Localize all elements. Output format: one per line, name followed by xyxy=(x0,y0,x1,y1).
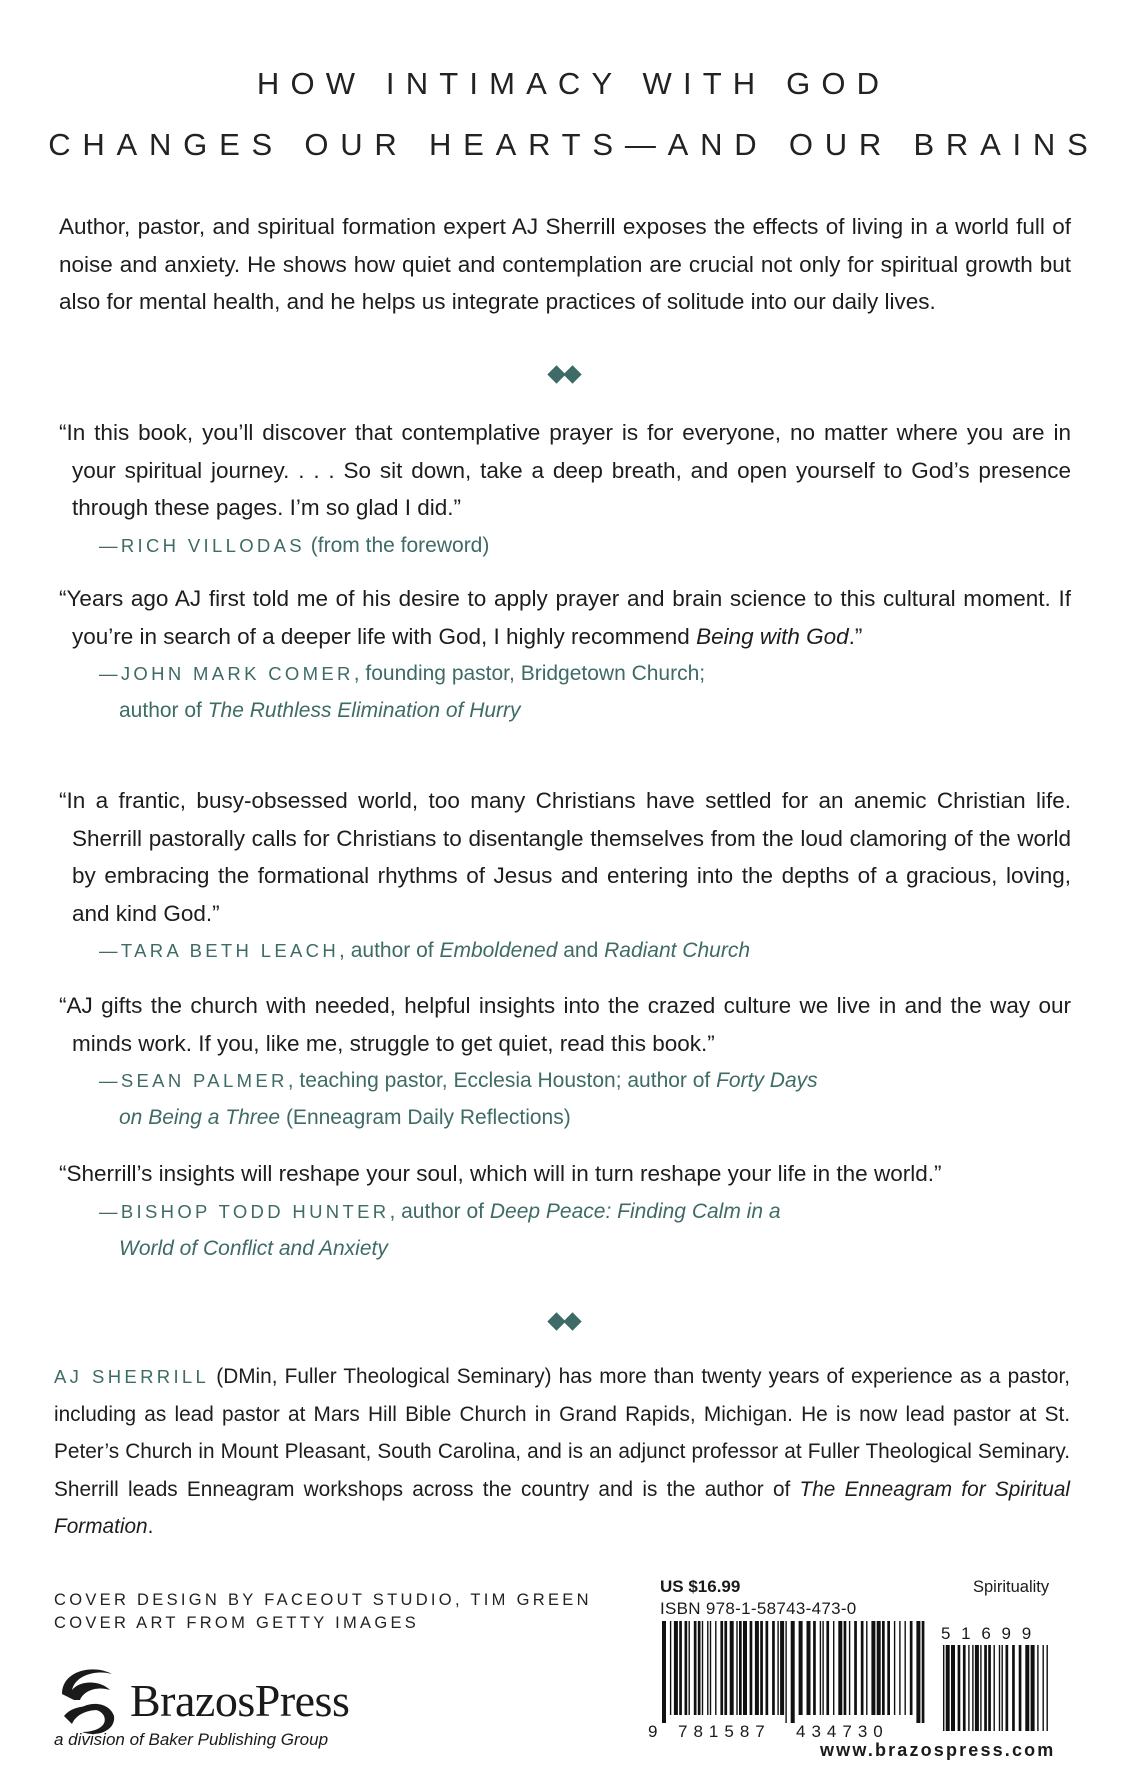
publisher-subtitle: a division of Baker Publishing Group xyxy=(54,1730,329,1749)
barcode-bar xyxy=(698,1621,701,1715)
endorser-detail: (from the foreword) xyxy=(304,533,490,557)
barcode-bar xyxy=(755,1621,759,1715)
barcode-bar xyxy=(951,1645,955,1731)
cover-art-credit: COVER ART FROM GETTY IMAGES xyxy=(54,1614,420,1632)
double-diamond-ornament-icon xyxy=(544,1311,588,1333)
barcode-bar xyxy=(946,1645,950,1731)
publisher-name: BrazosPress xyxy=(130,1675,350,1726)
endorser-detail: author of xyxy=(119,699,208,722)
endorsement xyxy=(59,1155,1071,1267)
cover-credits xyxy=(54,1589,592,1635)
endorsement-quote: “In this book, you’ll discover that contemplative prayer is for everyone, no matter where you are in your spiritual journey. . . . So sit down, take a deep breath, and open yourself to God’s presence through these pages. I’m so glad I did.” xyxy=(59,420,1071,520)
endorsement-attribution xyxy=(99,1062,1071,1136)
barcode-bar xyxy=(720,1621,723,1715)
book-title: Deep Peace: Finding Calm in a xyxy=(489,1199,781,1223)
barcode-bar xyxy=(820,1621,821,1715)
barcode-bar xyxy=(750,1621,753,1715)
barcode-bar xyxy=(674,1621,678,1715)
isbn: ISBN 978-1-58743-473-0 xyxy=(660,1599,857,1618)
barcode-bar xyxy=(958,1645,961,1731)
book-title: Forty Days xyxy=(716,1069,818,1092)
barcode-bar xyxy=(1006,1645,1009,1731)
endorser-detail-line-2 xyxy=(119,1230,1071,1267)
barcode-bar xyxy=(1037,1645,1038,1731)
price: US $16.99 xyxy=(660,1577,741,1596)
author-name: AJ SHERRILL xyxy=(54,1366,210,1387)
barcode-bar xyxy=(694,1621,697,1715)
barcode-bar xyxy=(760,1621,763,1715)
barcode-bar xyxy=(943,1645,944,1731)
barcode-bar xyxy=(833,1621,834,1715)
barcode-bar xyxy=(780,1621,784,1715)
author-bio-text: (DMin, Fuller Theological Seminary) has more than twenty years of experience as a pastor, including as lead pastor at Mars Hill Bible Church in Grand Rapids, Michigan. He is now lead pastor at St. Peter’s Church in Mount Pleasant, South Carolina, and is an adjunct professor at Fuller Theological Seminary. Sherrill leads Enneagram workshops across the country and is the author of xyxy=(54,1365,1070,1501)
endorser-name: —JOHN MARK COMER xyxy=(99,663,354,684)
category-label: Spirituality xyxy=(973,1578,1050,1596)
barcode-bar xyxy=(1047,1645,1048,1731)
endorser-detail-line-2 xyxy=(119,1099,1071,1136)
publisher-website: www.brazospress.com xyxy=(820,1740,1056,1760)
endorser-name: —SEAN PALMER xyxy=(99,1070,288,1091)
endorsement-quote: “AJ gifts the church with needed, helpful insights into the crazed culture we live in and the way our minds work. If you, like me, struggle to get quiet, read this book.” xyxy=(59,993,1071,1056)
cover-design-credit: COVER DESIGN BY FACEOUT STUDIO, TIM GREEN xyxy=(54,1591,592,1609)
endorsement xyxy=(59,580,1071,729)
barcode-bar xyxy=(707,1621,708,1715)
book-title: Radiant Church xyxy=(604,939,751,962)
barcode-bar xyxy=(980,1645,981,1731)
barcode-bar xyxy=(1025,1645,1029,1731)
barcode-bar xyxy=(715,1621,716,1715)
endorser-detail: , author of xyxy=(339,939,440,962)
barcode-bar xyxy=(894,1621,895,1715)
barcode-bar xyxy=(730,1621,734,1715)
barcode-bar xyxy=(662,1621,666,1723)
barcode-bar xyxy=(994,1645,995,1731)
endorser-name: —TARA BETH LEACH xyxy=(99,940,340,961)
barcode-bar xyxy=(968,1645,969,1731)
barcode-bar xyxy=(1043,1645,1044,1731)
barcode-bar xyxy=(988,1645,991,1731)
endorser-detail: (Enneagram Daily Reflections) xyxy=(280,1106,571,1129)
barcode-digits-right: 434730 xyxy=(796,1722,889,1739)
endorser-detail-line-2 xyxy=(119,692,1071,729)
barcode-bar xyxy=(861,1621,864,1715)
barcode-bar xyxy=(743,1621,747,1715)
barcode-bar xyxy=(689,1621,690,1715)
barcode-bar xyxy=(1031,1645,1035,1731)
book-title: Being with God xyxy=(696,623,849,649)
barcode-digits-left: 781587 xyxy=(678,1722,771,1739)
barcode-bar xyxy=(882,1621,885,1715)
barcode-bar xyxy=(866,1621,867,1715)
barcode-bar xyxy=(826,1621,829,1715)
barcode-bar xyxy=(984,1645,987,1731)
barcode-bar xyxy=(844,1621,847,1715)
barcode-bar xyxy=(899,1621,900,1715)
book-title: on Being a Three xyxy=(119,1106,281,1129)
barcode-bar xyxy=(702,1621,703,1715)
barcode-bar xyxy=(838,1621,842,1715)
endorsement-attribution xyxy=(99,1193,1071,1267)
barcode-bar xyxy=(963,1645,966,1731)
endorser-name: —BISHOP TODD HUNTER xyxy=(99,1200,390,1222)
barcode-bar xyxy=(916,1621,920,1723)
barcode-bar xyxy=(877,1621,881,1715)
barcode-bar xyxy=(785,1621,786,1723)
quote-text: .” xyxy=(848,623,863,649)
barcode-bar xyxy=(1019,1645,1022,1731)
isbn-barcode xyxy=(648,1621,928,1739)
endorser-detail: , founding pastor, Bridgetown Church; xyxy=(353,662,706,685)
endorsement-quote: “Sherrill’s insights will reshape your soul, which will in turn reshape your life in the world.” xyxy=(59,1161,942,1186)
barcode-bar xyxy=(854,1621,857,1715)
barcode-bar xyxy=(777,1621,778,1715)
barcode-bar xyxy=(871,1621,875,1715)
barcode-bar xyxy=(849,1621,850,1715)
barcode-bar xyxy=(670,1621,671,1715)
barcode-bar xyxy=(710,1621,711,1715)
barcode-bar xyxy=(679,1621,682,1715)
author-bio xyxy=(54,1358,1070,1546)
author-bio-text: . xyxy=(147,1515,154,1538)
barcode-bar xyxy=(1002,1645,1003,1731)
book-title: Emboldened xyxy=(439,939,558,962)
quote-text: “Years ago AJ first told me of his desire to apply prayer and brain science to this cultural moment. If you’re in search of a deeper life with God, I highly recommend xyxy=(59,586,1071,649)
addon-digits: 5 1 6 9 9 xyxy=(941,1624,1035,1643)
barcode-bar xyxy=(739,1621,742,1715)
barcode-bar xyxy=(807,1621,811,1715)
endorsement-attribution xyxy=(99,655,1071,729)
endorser-detail: , teaching pastor, Ecclesia Houston; author of xyxy=(287,1069,717,1092)
barcode-bar xyxy=(772,1621,775,1715)
endorsement xyxy=(59,782,1071,969)
barcode-bar xyxy=(813,1621,816,1715)
barcode-bar xyxy=(1012,1645,1015,1731)
book-title: World of Conflict and Anxiety xyxy=(119,1236,388,1260)
book-title: The Ruthless Elimination of Hurry xyxy=(207,699,521,722)
endorser-detail: and xyxy=(557,939,605,962)
barcode-bar xyxy=(724,1621,727,1715)
barcode-bar xyxy=(972,1645,973,1731)
barcode-bar xyxy=(822,1621,823,1715)
barcode-bar xyxy=(999,1645,1000,1731)
barcode-bar xyxy=(799,1621,803,1715)
book-title: The Enneagram for Spiritual Formation xyxy=(54,1477,1071,1538)
endorsement-quote: “In a frantic, busy-obsessed world, too many Christians have settled for an anemic Christian life. Sherrill pastorally calls for Christians to disentangle themselves from the loud clamoring of the world by embracing the formational rhythms of Jesus and entering into the depths of a gracious, loving, and kind God.” xyxy=(59,788,1071,926)
barcode-bar xyxy=(905,1621,906,1715)
barcode-bar xyxy=(910,1621,913,1715)
endorsement-quote xyxy=(59,580,1071,655)
headline-line-1: HOW INTIMACY WITH GOD xyxy=(256,66,891,101)
publisher-logo xyxy=(54,1660,434,1760)
endorsement xyxy=(59,414,1071,564)
book-description: Author, pastor, and spiritual formation expert AJ Sherrill exposes the effects of living in a world full of noise and anxiety. He shows how quiet and contemplation are crucial not only for spiritual growth but also for mental health, and he helps us integrate practices of solitude into our daily lives. xyxy=(59,214,1071,314)
barcode-bar xyxy=(922,1621,925,1723)
endorsement-attribution xyxy=(99,527,1071,564)
barcode-digit-prefix: 9 xyxy=(648,1722,658,1739)
endorsement xyxy=(59,987,1071,1136)
double-diamond-ornament-icon xyxy=(544,364,588,386)
barcode-bar xyxy=(736,1621,737,1715)
endorsement-attribution xyxy=(99,932,1071,969)
endorser-detail: , author of xyxy=(389,1199,490,1223)
price-addon-barcode xyxy=(935,1621,1053,1739)
barcode-bar xyxy=(887,1621,890,1715)
headline-line-2: CHANGES OUR HEARTS—AND OUR BRAINS xyxy=(48,127,1100,162)
brazos-wave-icon xyxy=(54,1660,130,1738)
barcode-bar xyxy=(685,1621,688,1715)
endorser-name: —RICH VILLODAS xyxy=(99,534,305,556)
barcode-bar xyxy=(791,1621,795,1723)
barcode-bar xyxy=(975,1645,979,1731)
barcode-bar xyxy=(766,1621,769,1715)
